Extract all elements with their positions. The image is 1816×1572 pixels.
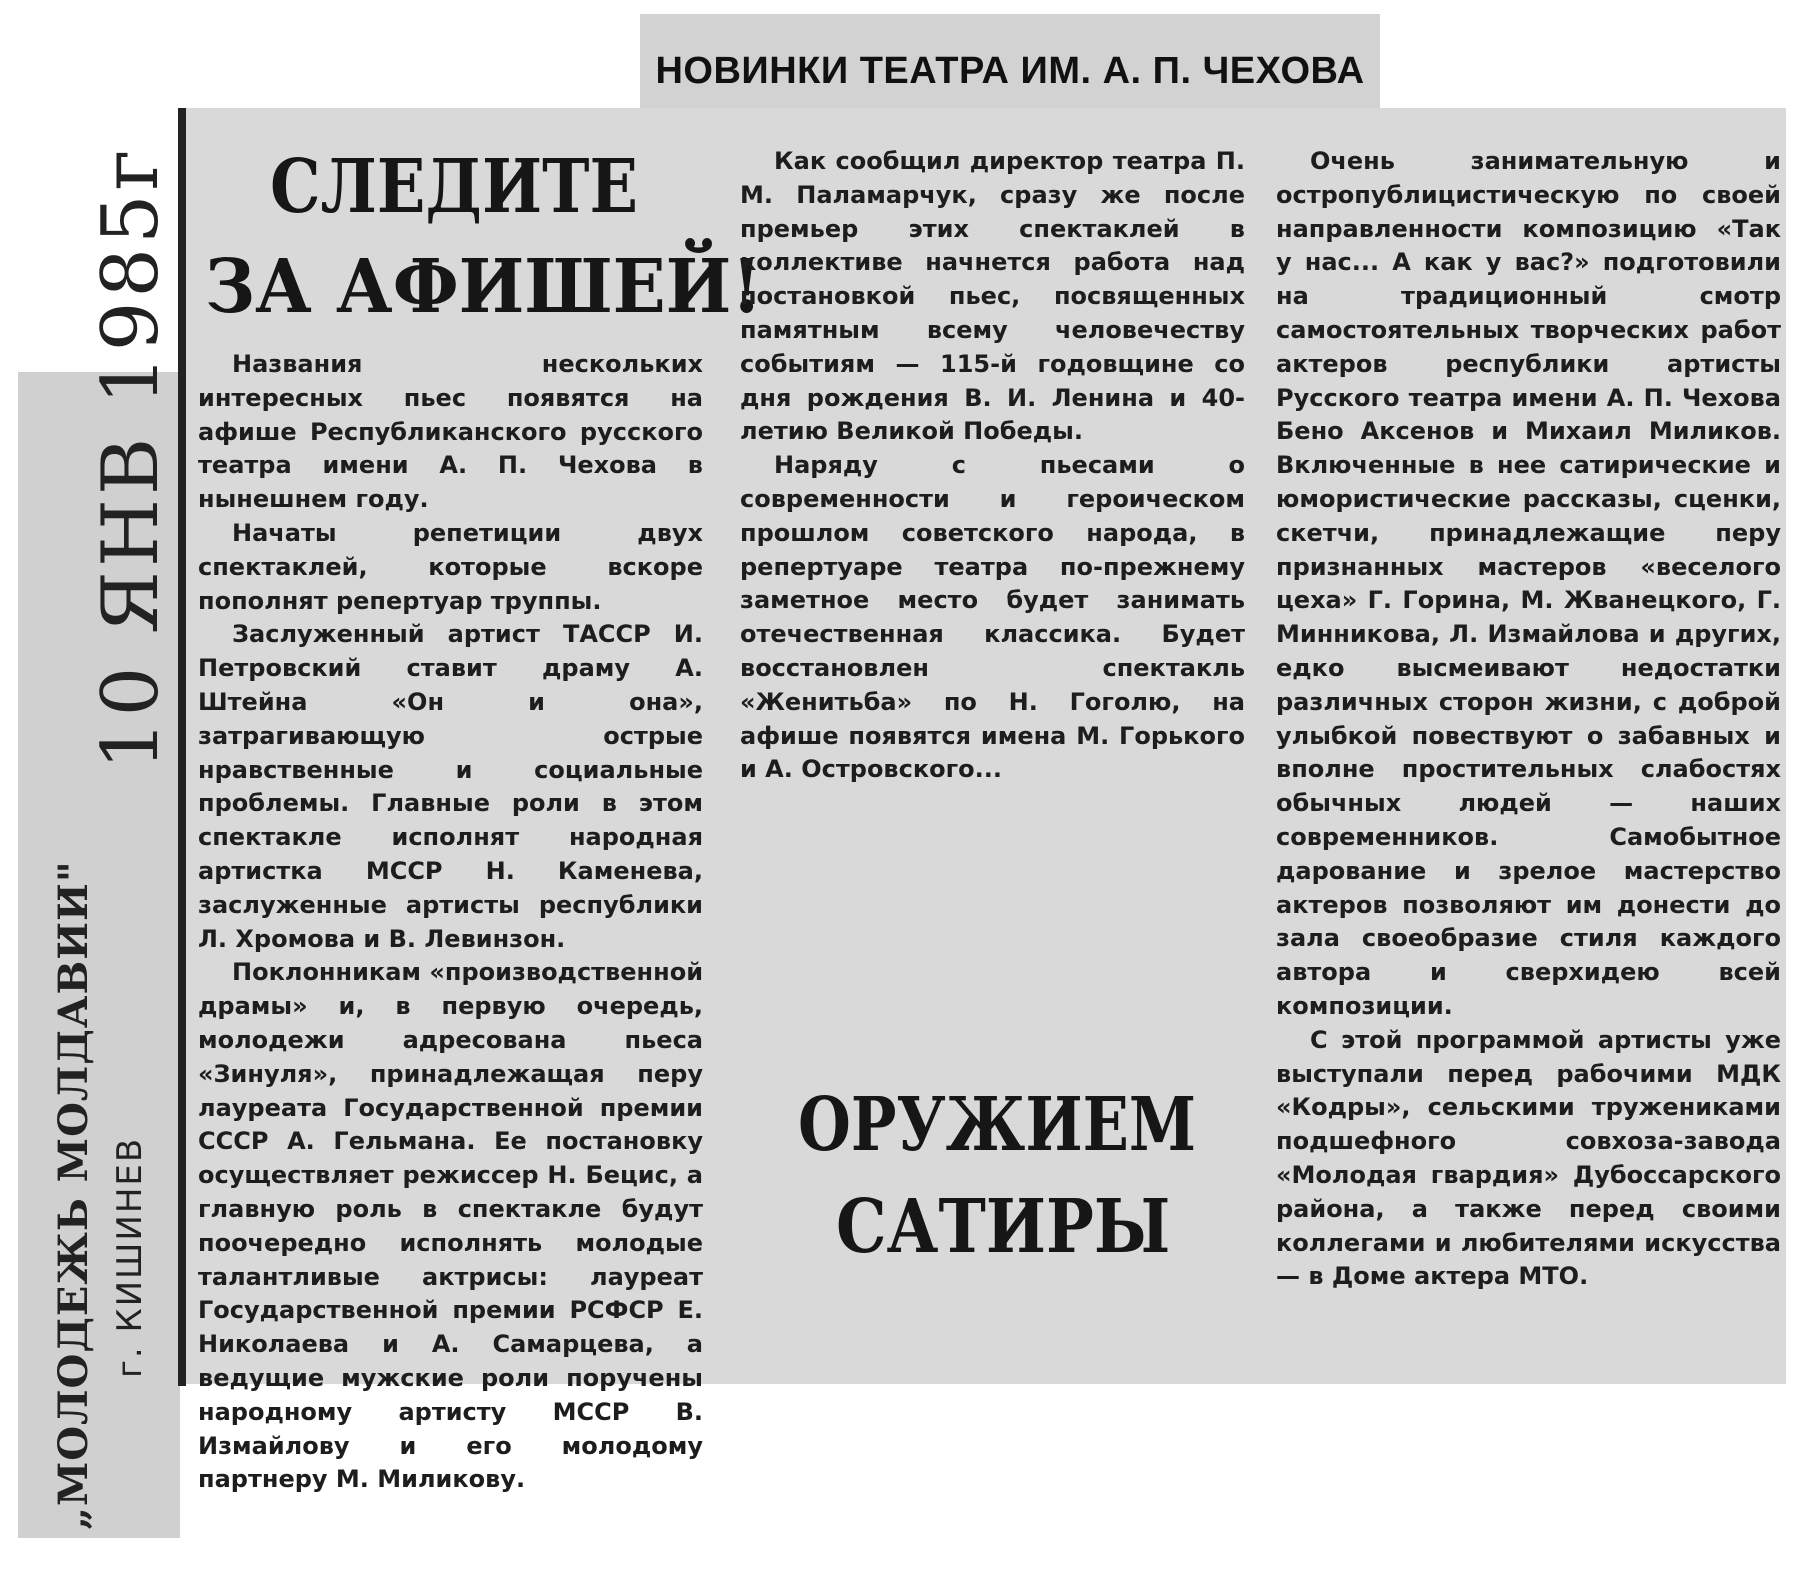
- article1-paragraph: Заслуженный артист ТАССР И. Петровский ставит драму А. Штейна «Он и она», затрагивающую острые нравственные и социальные проблемы. Главные роли в этом спектакле исполнят народная артистка МССР Н. Каменева, заслуженные артисты республики Л. Хромова и В. Левинзон.: [198, 620, 703, 953]
- article2-paragraph: Очень занимательную и остропублицистическую по своей направленности композицию «Так у нас... А как у вас?» подготовили на традиционный смотр самостоятельных творческих работ актеров республики артисты Русского театра имени А. П. Чехова Бено Аксенов и Михаил Миликов. Включенные в нее сатирические и юмористические рассказы, сценки, скетчи, принадлежащие перу признанных мастеров «веселого цеха» Г. Горина, М. Жванецкого, Г. Минникова, Л. Измайлова и других, едко высмеивают недостатки различных сторон жизни, с доброй улыбкой повествуют о забавных и вполне простительных слабостях обычных людей — наших современников. Самобытное дарование и зрелое мастерство актеров позволяют им донести до зала своеобразие стиля каждого автора и сверхидею всей композиции.: [1276, 147, 1781, 1020]
- newspaper-name-stamp: „МОЛОДЕЖЬ МОЛДАВИИ": [50, 860, 97, 1530]
- column-rule: [178, 108, 186, 1386]
- article1-title-line2: ЗА АФИШЕЙ!: [205, 244, 762, 330]
- article1-paragraph: Начаты репетиции двух спектаклей, которые вскоре пополнят репертуар труппы.: [198, 518, 703, 615]
- article1-paragraph: Поклонникам «производственной драмы» и, в первую очередь, молодежи адресована пьеса «Зинуля», принадлежащая перу лауреата Государственной премии СССР А. Гельмана. Ее постановку осуществляет режиссер Н. Бецис, а главную роль в спектакле будут поочередно исполнять молодые талантливые актрисы: лауреат Государственной премии РСФСР Е. Николаева и А. Самарцева, а ведущие мужские роли поручены народному артисту МССР В. Измайлову и его молодому партнеру М. Миликову.: [198, 958, 704, 1494]
- article1-column2: [740, 145, 1245, 787]
- article1-title-line1: СЛЕДИТЕ: [270, 144, 639, 230]
- article2-title-line2: САТИРЫ: [836, 1184, 1171, 1270]
- article2-title-line1: ОРУЖИЕМ: [798, 1082, 1197, 1168]
- section-heading: НОВИНКИ ТЕАТРА ИМ. А. П. ЧЕХОВА: [655, 49, 1365, 92]
- article1-column1: [198, 348, 703, 1497]
- article1-paragraph: Наряду с пьесами о современности и героическом прошлом советского народа, в репертуаре театра по-прежнему заметное место будет занимать отечественная классика. Будет восстановлен спектакль «Женитьба» по Н. Гоголю, на афише появятся имена М. Горького и А. Островского...: [740, 451, 1245, 784]
- article2-paragraph: С этой программой артисты уже выступали перед рабочими МДК «Кодры», сельскими тружениками подшефного совхоза-завода «Молодая гвардия» Дубоссарского района, а также перед своими коллегами и любителями искусства — в Доме актера МТО.: [1276, 1025, 1781, 1291]
- city-stamp: г. КИШИНЕВ: [110, 1136, 150, 1378]
- article1-paragraph: Как сообщил директор театра П. М. Паламарчук, сразу же после премьер этих спектаклей в коллективе начнется работа над постановкой пьес, посвященных памятным всему человечеству событиям — 115-й годовщине со дня рождения В. И. Ленина и 40-летию Великой Победы.: [740, 147, 1245, 446]
- article2-column: [1276, 145, 1781, 1294]
- date-stamp: 10 ЯНВ 1985г: [86, 145, 176, 770]
- article1-paragraph: Названия нескольких интересных пьес появятся на афише Республиканского русского театра имени А. П. Чехова в нынешнем году.: [198, 350, 703, 514]
